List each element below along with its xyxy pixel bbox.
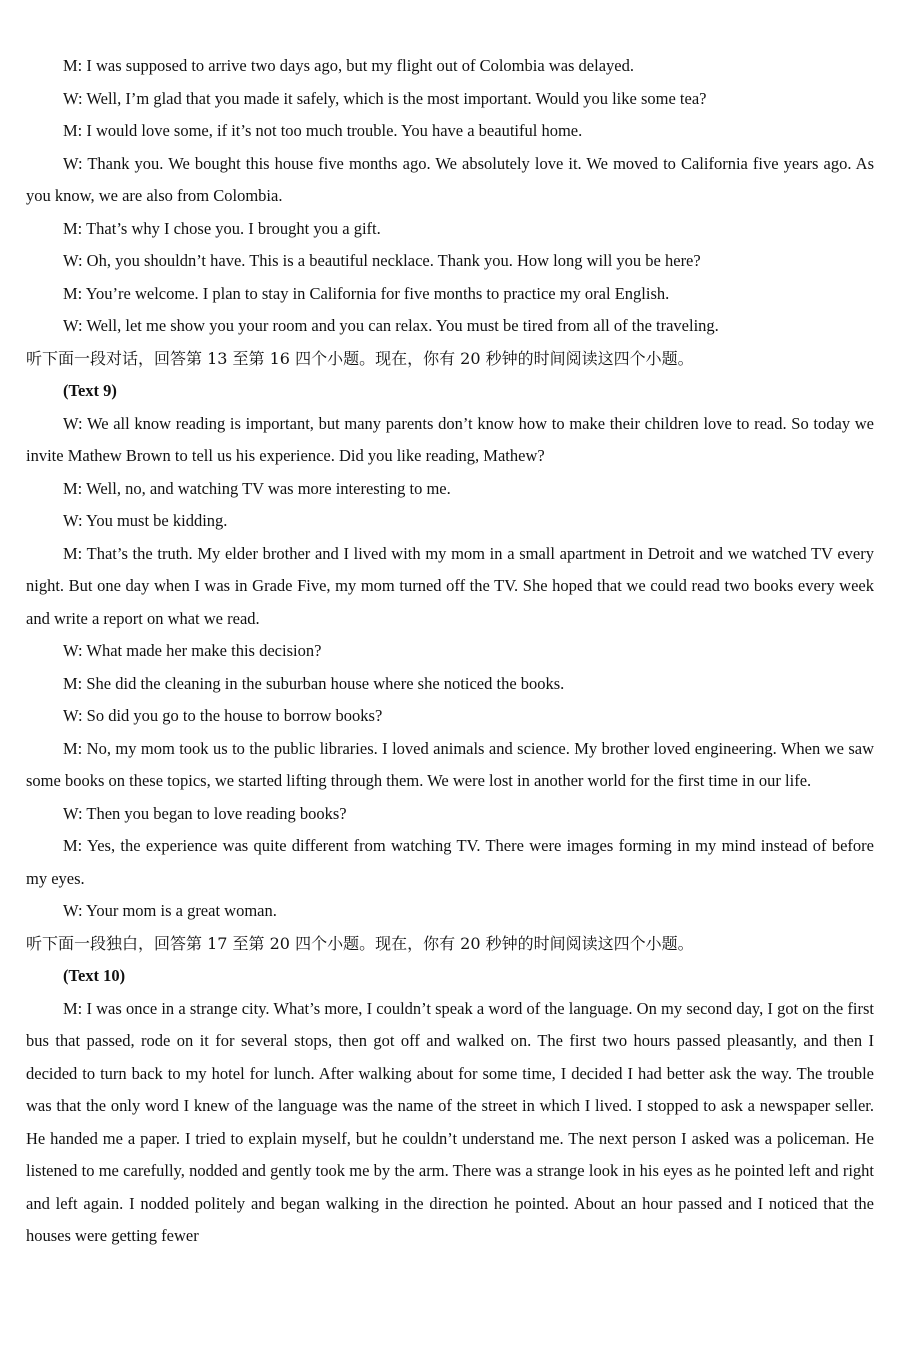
text-heading: (Text 10) — [63, 966, 126, 985]
section-instruction: 听下面一段独白，回答第 17 至第 20 四个小题。现在，你有 20 秒钟的时间阅读这四个小题。 — [26, 933, 694, 953]
dialogue-line: W: Then you began to love reading books? — [63, 803, 347, 823]
dialogue-line: M: That’s why I chose you. I brought you a gift. — [63, 218, 381, 238]
dialogue-line: W: Well, I’m glad that you made it safely, which is the most important. Would you like some tea? — [63, 88, 707, 108]
dialogue-line: W: So did you go to the house to borrow books? — [63, 706, 383, 725]
dialogue-line: W: We all know reading is important, but many parents don’t know how to make their children love to read. So today we invite Mathew Brown to tell us his experience. Did you like reading, Mathew? — [26, 413, 874, 465]
dialogue-line: W: Thank you. We bought this house five months ago. We absolutely love it. We moved to California five years ago. As you know, we are also from Colombia. — [26, 153, 874, 205]
dialogue-line: W: Well, let me show you your room and you can relax. You must be tired from all of the traveling. — [63, 316, 719, 335]
text-heading: (Text 9) — [63, 381, 117, 400]
dialogue-line: W: You must be kidding. — [63, 511, 228, 530]
dialogue-line: W: Oh, you shouldn’t have. This is a beautiful necklace. Thank you. How long will you be here? — [63, 251, 701, 270]
dialogue-line: M: No, my mom took us to the public libraries. I loved animals and science. My brother loved engineering. When we saw some books on these topics, we started lifting through them. We were lost in another world for the first time in our life. — [26, 738, 874, 790]
document-page — [26, 50, 874, 1253]
dialogue-line: M: Yes, the experience was quite different from watching TV. There were images forming in my mind instead of before my eyes. — [26, 836, 874, 888]
dialogue-line: W: What made her make this decision? — [63, 641, 322, 660]
monologue-paragraph: M: I was once in a strange city. What’s more, I couldn’t speak a word of the language. On my second day, I got on the first bus that passed, rode on it for several stops, then got off and walked on. The first two hours passed pleasantly, and then I decided to turn back to my hotel for lunch. After walking about for some time, I decided I had better ask the way. The trouble was that the only word I knew of the language was the name of the street in which I lived. I stopped to ask a newspaper seller. He handed me a paper. I tried to explain myself, but he couldn’t understand me. The next person I asked was a policeman. He listened to me carefully, nodded and gently took me by the arm. There was a strange look in his eyes as he pointed left and right and left again. I nodded politely and began walking in the direction he pointed. About an hour passed and I noticed that the houses were getting fewer — [26, 998, 874, 1245]
dialogue-line: M: I was supposed to arrive two days ago, but my flight out of Colombia was delayed. — [63, 56, 634, 75]
dialogue-line: M: Well, no, and watching TV was more interesting to me. — [63, 478, 451, 498]
dialogue-line: W: Your mom is a great woman. — [63, 901, 277, 920]
dialogue-line: M: I would love some, if it’s not too much trouble. You have a beautiful home. — [63, 121, 583, 140]
section-instruction: 听下面一段对话，回答第 13 至第 16 四个小题。现在，你有 20 秒钟的时间阅读这四个小题。 — [26, 348, 694, 368]
dialogue-line: M: She did the cleaning in the suburban house where she noticed the books. — [63, 673, 565, 693]
dialogue-line: M: You’re welcome. I plan to stay in California for five months to practice my oral English. — [63, 283, 670, 303]
dialogue-line: M: That’s the truth. My elder brother and I lived with my mom in a small apartment in Detroit and we watched TV every night. But one day when I was in Grade Five, my mom turned off the TV. She hoped that we could read two books every week and write a report on what we read. — [26, 543, 874, 628]
